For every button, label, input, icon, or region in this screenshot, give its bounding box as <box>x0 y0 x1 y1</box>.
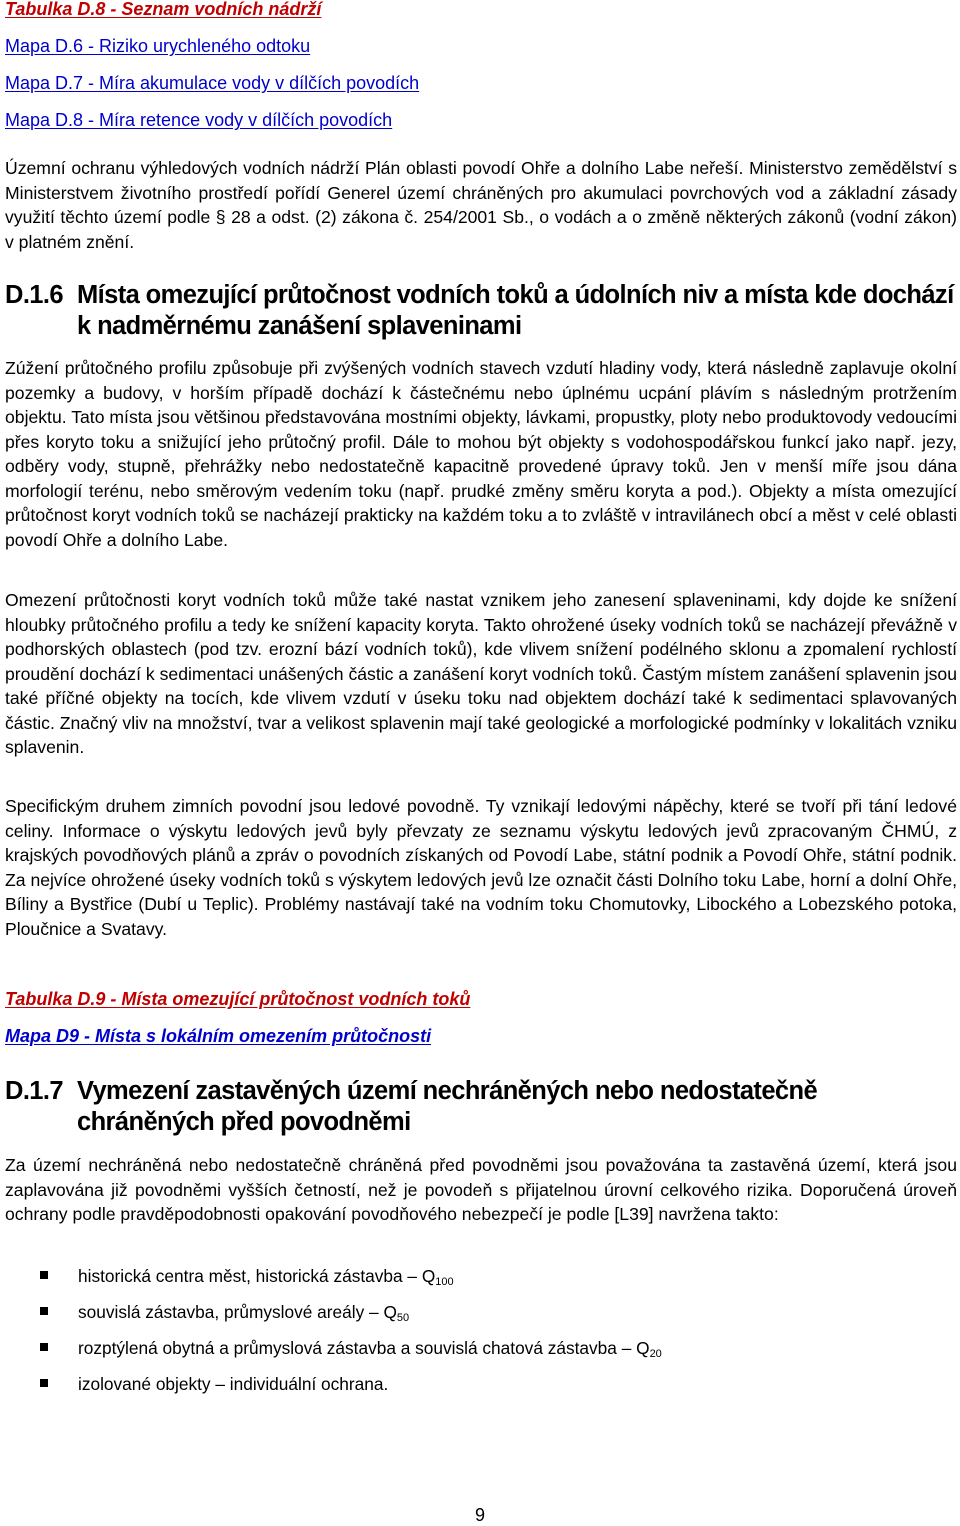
protection-levels-list <box>5 1265 957 1409</box>
list-item: historická centra měst, historická zástavba – $Q_{100}$ <box>5 1265 957 1301</box>
page-number: 9 <box>474 1505 485 1525</box>
section-d17-heading <box>5 1076 957 1138</box>
top-links <box>5 0 957 146</box>
map-d7-link[interactable]: Mapa D.7 - Míra akumulace vody v dílčích povodích <box>5 73 420 93</box>
bullet-square-icon <box>40 1271 48 1279</box>
section-d17-number: D.1.7 <box>5 1077 63 1105</box>
list-item: souvislá zástavba, průmyslové areály – $Q_{50}$ <box>5 1301 957 1337</box>
section-d16-number: D.1.6 <box>5 281 63 309</box>
section-d16-title: Místa omezující průtočnost vodních toků a údolních niv a místa kde dochází k nadměrnému zanášení splaveninami <box>77 281 954 340</box>
section-d17-paragraph: Za území nechráněná nebo nedostatečně chráněná před povodněmi jsou považována ta zastavěná území, která jsou zaplavována již povodněmi vyšších četností, než je povodeň s přijatelnou úrovní celkového rizika. Doporučená úroveň ochrany podle pravděpodobnosti opakování povodňového nebezpečí je podle [L39] navržena takto: <box>5 1155 957 1224</box>
list-item: izolované objekty – individuální ochrana. <box>5 1373 957 1409</box>
section-d16-paragraph-2: Omezení průtočnosti koryt vodních toků může také nastat vznikem jeho zanesení splaveninami, kdy dojde ke snížení hloubky průtočného profilu a tedy ke snížení kapacity koryta. Takto ohrožené úseky vodních toků se nacházejí převážně v podhorských oblastech (pod tzv. erozní bází vodních toků), kde vlivem snížení podélného sklonu a zpomalení rychlostí proudění dochází k sedimentaci unášených částic a zanášení koryt vodních toků. Častým místem zanášení splavenin jsou také příčné objekty na tocích, kde vlivem vzdutí v úseku toku nad objektem dochází také k sedimentaci splavovaných částic. Značný vliv na množství, tvar a velikost splavenin mají také geologické a morfologické podmínky v lokalitách vzniku splavenin. <box>5 590 957 757</box>
section-d16-paragraph-3: Specifickým druhem zimních povodní jsou ledové povodně. Ty vznikají ledovými nápěchy, které se tvoří při tání ledové celiny. Informace o výskytu ledových jevů byly převzaty ze seznamu výskytu ledových jevů zpracovaným ČHMÚ, z krajských povodňových plánů a zpráv o povodních získaných od Povodí Labe, státní podnik a Povodí Ohře, státní podnik. Za nejvíce ohrožené úseky vodních toků s výskytem ledových jevů lze označit části Dolního toku Labe, horní a dolní Ohře, Bíliny a Bystřice (Dubí u Teplic). Problémy nastávají také na vodním toku Chomutovky, Libockého a Lobezského potoka, Ploučnice a Svatavy. <box>5 796 957 939</box>
bullet-square-icon <box>40 1343 48 1351</box>
reservoirs-paragraph: Územní ochranu výhledových vodních nádrží Plán oblasti povodí Ohře a dolního Labe neřeší. Ministerstvo zemědělství s Ministerstvem životního prostředí pořídí Generel území chráněných pro akumulaci povrchových vod a základní zásady využití těchto území podle § 28 a odst. (2) zákona č. 254/2001 Sb., o vodách a o změně některých zákonů (vodní zákon) v platném znění. <box>5 158 957 252</box>
list-item: rozptýlená obytná a průmyslová zástavba a souvislá chatová zástavba – $Q_{20}$ <box>5 1337 957 1373</box>
bullet-square-icon <box>40 1307 48 1315</box>
table-d8-link[interactable]: Tabulka D.8 - Seznam vodních nádrží <box>5 0 322 19</box>
table-d9-link[interactable]: Tabulka D.9 - Místa omezující průtočnost vodních toků <box>5 989 471 1009</box>
map-d8-link[interactable]: Mapa D.8 - Míra retence vody v dílčích povodích <box>5 110 393 130</box>
map-d9-link[interactable]: Mapa D9 - Místa s lokálním omezením průtočnosti <box>5 1026 432 1046</box>
bullet-square-icon <box>40 1379 48 1387</box>
map-d6-link[interactable]: Mapa D.6 - Riziko urychleného odtoku <box>5 36 311 56</box>
section-d16-paragraph-1: Zúžení průtočného profilu způsobuje při zvýšených vodních stavech vzdutí hladiny vody, která následně zaplavuje okolní pozemky a budovy, v horším případě dochází k částečnému nebo úplnému ucpání plávím s následným protržením objektu. Tato místa jsou většinou představována mostními objekty, lávkami, propustky, ploty nebo produktovody vedoucími přes koryto toku a snižující jeho průtočný profil. Dále to mohou být objekty s vodohospodářskou funkcí jako např. jezy, odběry vody, stupně, přehrážky nebo nedostatečně kapacitně provedené úpravy toků. Jen v menší míře jsou dána morfologií terénu, nebo směrovým vedením toku (např. prudké změny směru koryta a pod.). Objekty a místa omezující průtočnost koryt vodních toků se nacházejí prakticky na každém toku a to zvláště v intravilánech obcí a měst v celé oblasti povodí Ohře a dolního Labe. <box>5 358 957 550</box>
section-d16-heading <box>5 280 957 342</box>
section-d17-title: Vymezení zastavěných území nechráněných nebo nedostatečně chráněných před povodněmi <box>77 1077 818 1136</box>
